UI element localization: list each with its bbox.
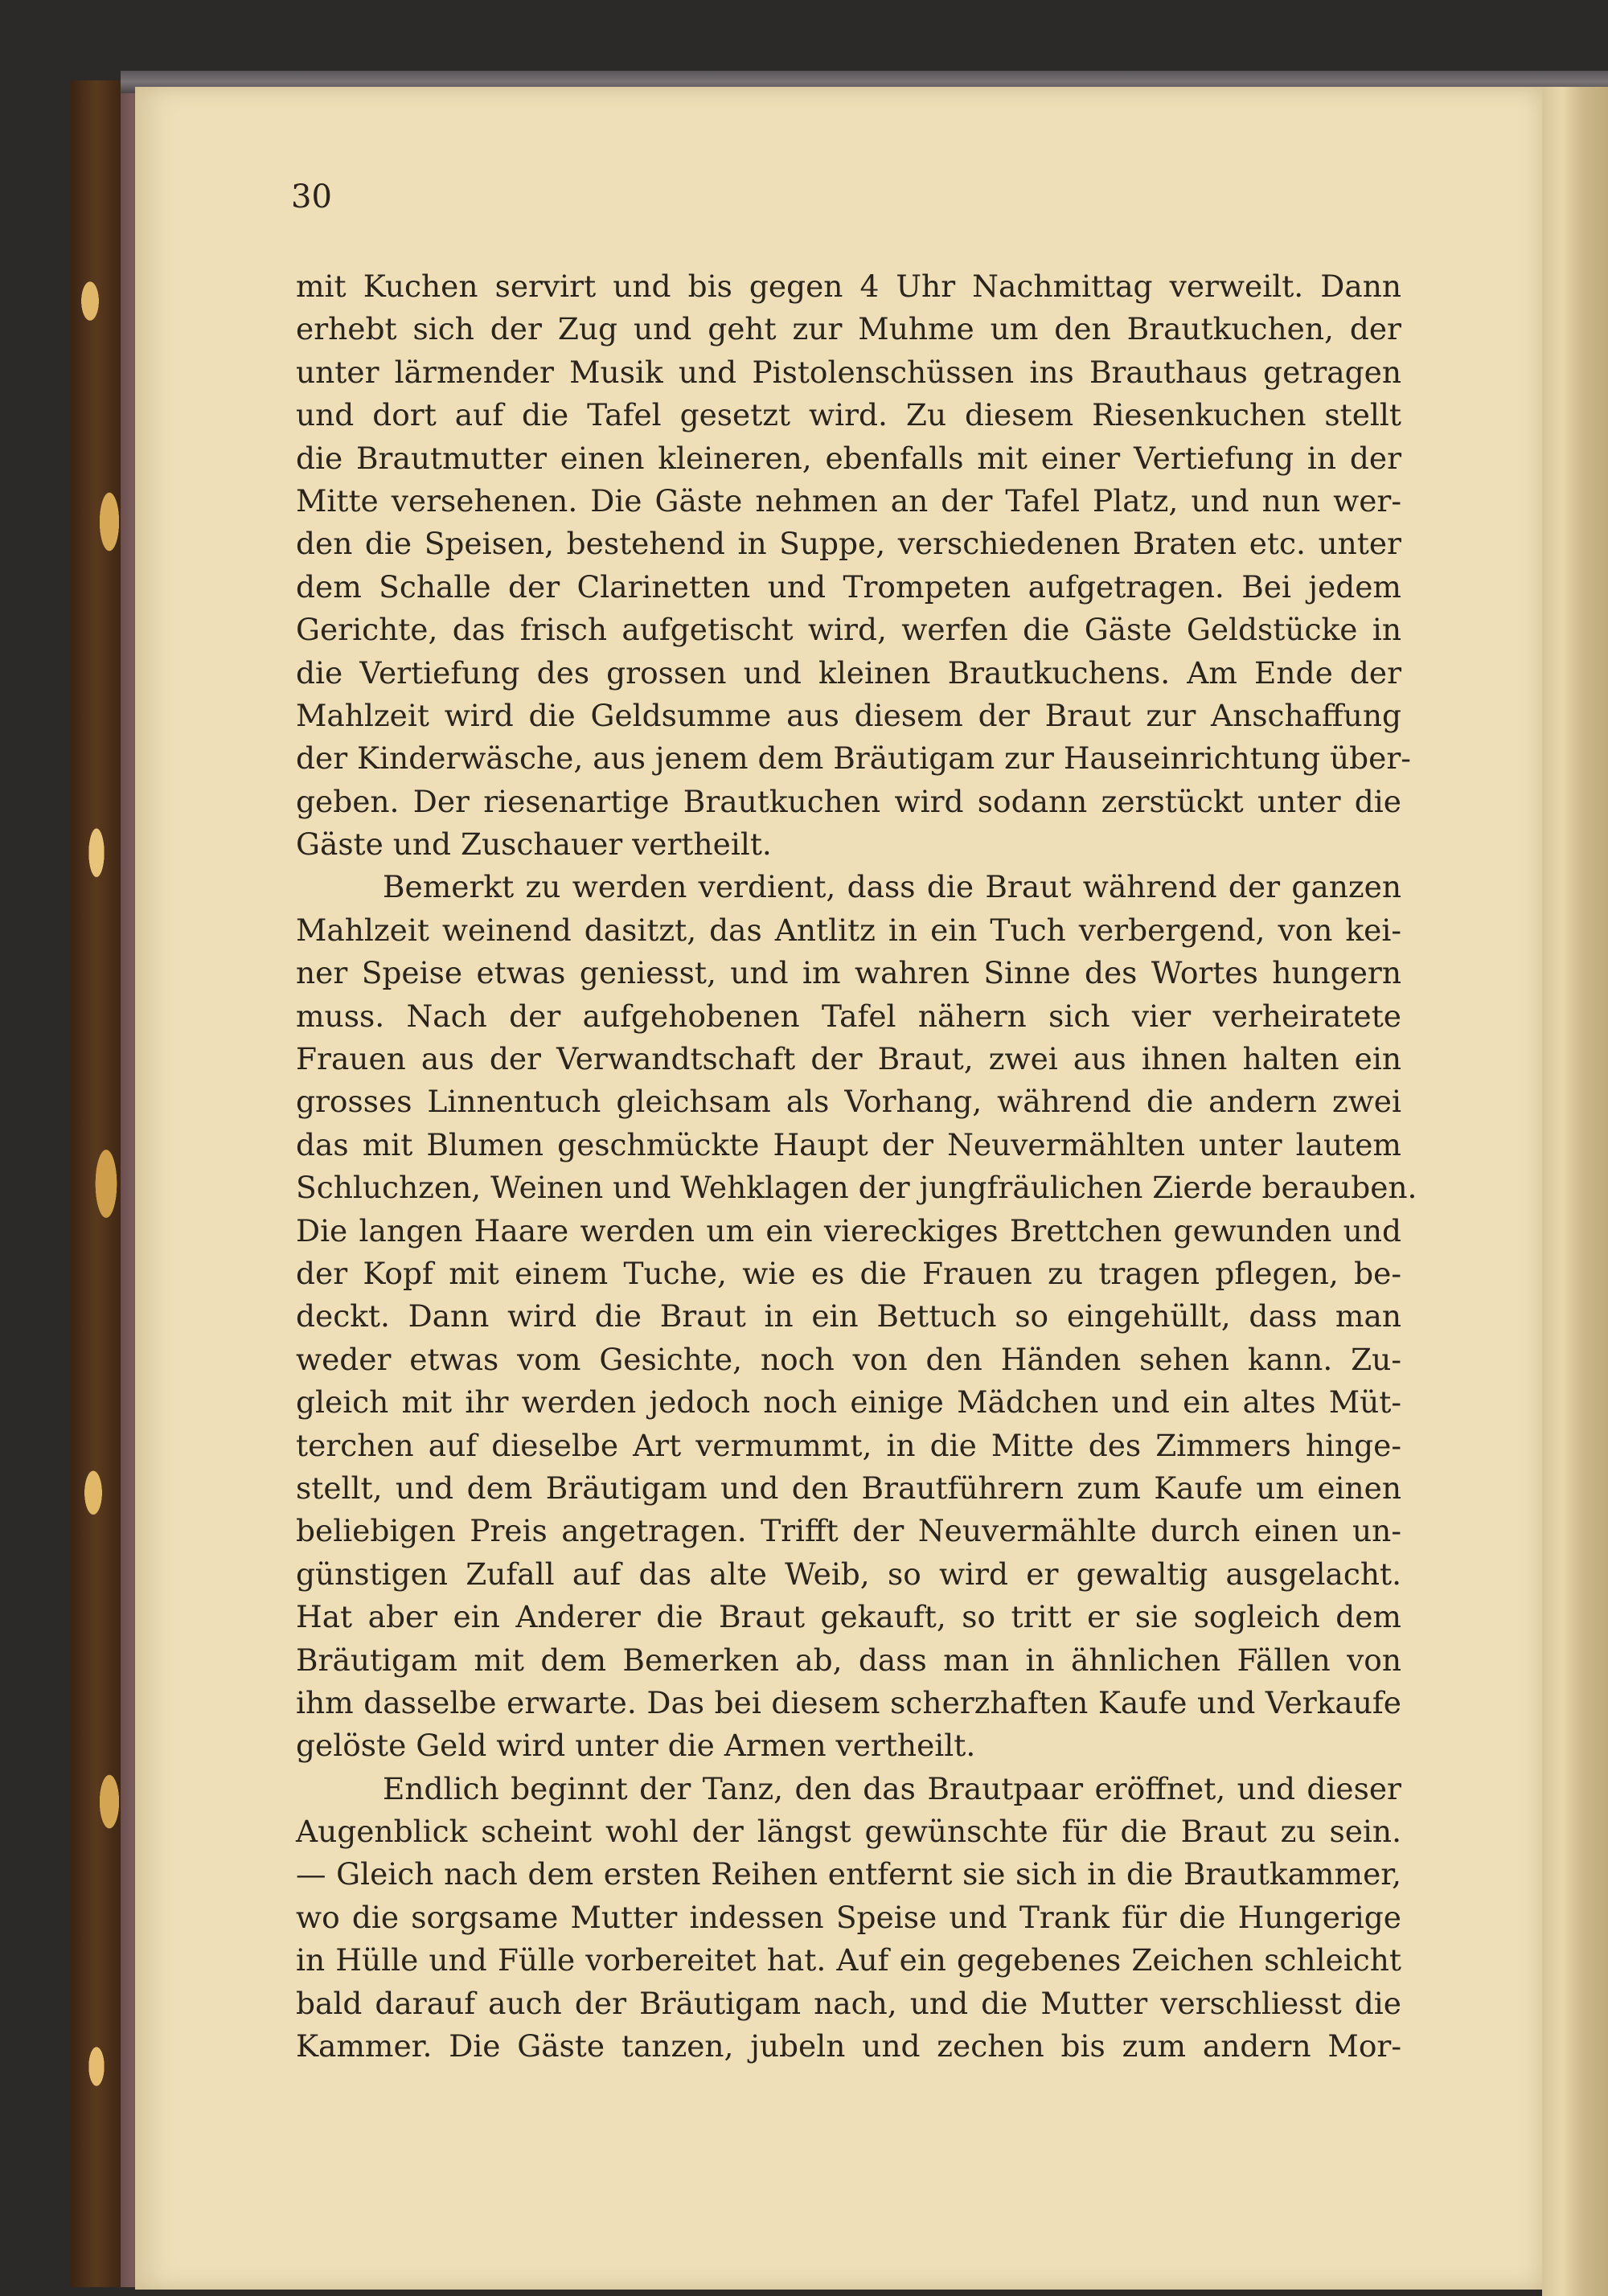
text-line: deckt. Dann wird die Braut in ein Bettuch so eingehüllt, dass man	[296, 1298, 1401, 1335]
text-line: Kammer. Die Gäste tanzen, jubeln und zechen bis zum andern Mor-	[296, 2028, 1401, 2064]
text-line: der Kopf mit einem Tuche, wie es die Frauen zu tragen pflegen, be-	[296, 1255, 1401, 1291]
text-line: Die langen Haare werden um ein viereckiges Brettchen gewunden und	[296, 1212, 1401, 1248]
text-line: die Vertiefung des grossen und kleinen Brautkuchens. Am Ende der	[296, 654, 1401, 691]
text-line: Mahlzeit wird die Geldsumme aus diesem der Braut zur Anschaffung	[296, 697, 1401, 733]
text-line: Endlich beginnt der Tanz, den das Brautpaar eröffnet, und dieser	[383, 1770, 1401, 1806]
text-line: Augenblick scheint wohl der längst gewünschte für die Braut zu sein.	[296, 1814, 1401, 1850]
text-line: erhebt sich der Zug und geht zur Muhme um den Brautkuchen, der	[296, 311, 1401, 347]
text-line: Frauen aus der Verwandtschaft der Braut, zwei aus ihnen halten ein	[296, 1041, 1401, 1077]
page-edge-right	[1542, 87, 1608, 2296]
text-line: und dort auf die Tafel gesetzt wird. Zu diesem Riesenkuchen stellt	[296, 397, 1401, 433]
text-line: Mitte versehenen. Die Gäste nehmen an der Tafel Platz, und nun wer-	[296, 482, 1401, 519]
text-line: das mit Blumen geschmückte Haupt der Neuvermählten unter lautem	[296, 1126, 1401, 1162]
text-line: — Gleich nach dem ersten Reihen entfernt sie sich in die Brautkammer,	[296, 1856, 1401, 1892]
text-line: Gäste und Zuschauer vertheilt.	[296, 826, 772, 863]
text-line: Hat aber ein Anderer die Braut gekauft, so tritt er sie sogleich dem	[296, 1599, 1401, 1635]
text-line: grosses Linnentuch gleichsam als Vorhang, während die andern zwei	[296, 1084, 1401, 1120]
text-line: muss. Nach der aufgehobenen Tafel nähern sich vier verheiratete	[296, 998, 1401, 1034]
text-line: der Kinderwäsche, aus jenem dem Bräutigam zur Hauseinrichtung über-	[296, 740, 1411, 777]
text-line: in Hülle und Fülle vorbereitet hat. Auf ein gegebenes Zeichen schleicht	[296, 1942, 1401, 1978]
text-line: günstigen Zufall auf das alte Weib, so wird er gewaltig ausgelacht.	[296, 1556, 1401, 1592]
page-number: 30	[291, 178, 332, 215]
text-line: stellt, und dem Bräutigam und den Brautführern zum Kaufe um einen	[296, 1470, 1401, 1506]
text-line: Schluchzen, Weinen und Wehklagen der jungfräulichen Zierde berauben.	[296, 1170, 1417, 1206]
text-line: terchen auf dieselbe Art vermummt, in die Mitte des Zimmers hinge-	[296, 1427, 1401, 1463]
text-line: dem Schalle der Clarinetten und Trompeten aufgetragen. Bei jedem	[296, 568, 1401, 605]
text-line: beliebigen Preis angetragen. Trifft der Neuvermählte durch einen un-	[296, 1513, 1401, 1549]
body-text	[296, 265, 1417, 2068]
text-line: Bräutigam mit dem Bemerken ab, dass man in ähnlichen Fällen von	[296, 1642, 1401, 1678]
text-line: Bemerkt zu werden verdient, dass die Braut während der ganzen	[383, 869, 1401, 905]
text-line: ner Speise etwas geniesst, und im wahren Sinne des Wortes hungern	[296, 955, 1401, 991]
text-line: die Brautmutter einen kleineren, ebenfalls mit einer Vertiefung in der	[296, 440, 1401, 476]
text-line: weder etwas vom Gesichte, noch von den Händen sehen kann. Zu-	[296, 1341, 1401, 1377]
text-line: gleich mit ihr werden jedoch noch einige Mädchen und ein altes Müt-	[296, 1384, 1401, 1421]
text-line: den die Speisen, bestehend in Suppe, verschiedenen Braten etc. unter	[296, 526, 1401, 562]
text-line: Gerichte, das frisch aufgetischt wird, werfen die Gäste Geldstücke in	[296, 612, 1401, 648]
text-line: Mahlzeit weinend dasitzt, das Antlitz in ein Tuch verbergend, von kei-	[296, 912, 1401, 948]
text-line: wo die sorgsame Mutter indessen Speise und Trank für die Hungerige	[296, 1899, 1401, 1935]
text-line: geben. Der riesenartige Brautkuchen wird sodann zerstückt unter die	[296, 783, 1401, 819]
text-line: bald darauf auch der Bräutigam nach, und die Mutter verschliesst die	[296, 1985, 1401, 2021]
text-line: mit Kuchen servirt und bis gegen 4 Uhr Nachmittag verweilt. Dann	[296, 269, 1401, 304]
text-line: ihm dasselbe erwarte. Das bei diesem scherzhaften Kaufe und Verkaufe	[296, 1684, 1401, 1720]
text-line: unter lärmender Musik und Pistolenschüssen ins Brauthaus getragen	[296, 354, 1401, 390]
text-line: gelöste Geld wird unter die Armen vertheilt.	[296, 1728, 976, 1764]
